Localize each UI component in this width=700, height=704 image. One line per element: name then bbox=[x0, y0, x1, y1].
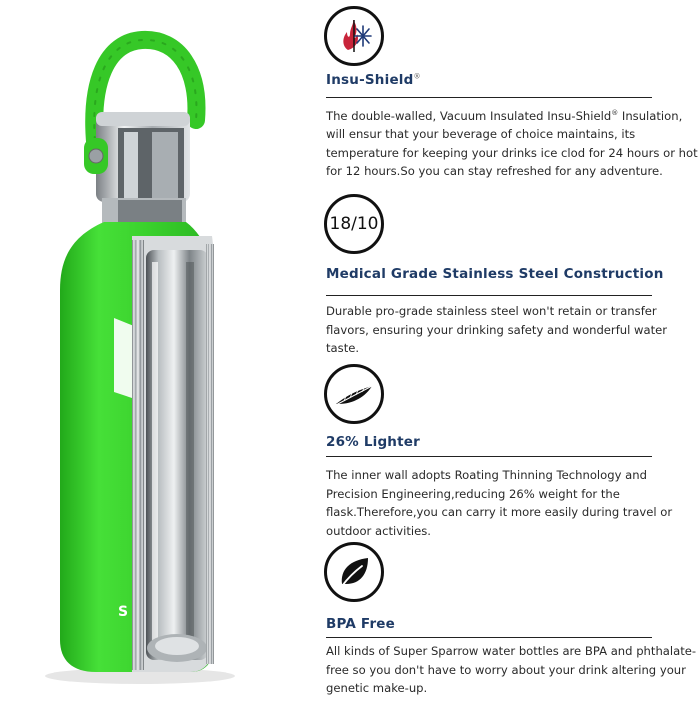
feature-description: The inner wall adopts Roating Thinning Technology and Precision Engineering,reducing 26% weight for the flask.Therefore,you can carry it more easily during travel or outdoor activities. bbox=[326, 468, 673, 538]
feature-stainless-steel bbox=[324, 190, 696, 355]
feature-lighter bbox=[324, 362, 696, 538]
brand-mark: S bbox=[118, 604, 129, 620]
bottle-cutaway-image bbox=[0, 0, 320, 700]
feature-description: Durable pro-grade stainless steel won't retain or transfer flavors, ensuring your drinking safety and wonderful water taste. bbox=[326, 304, 668, 355]
divider bbox=[326, 456, 652, 457]
leaf-icon bbox=[324, 542, 384, 602]
feather-icon bbox=[324, 364, 384, 424]
hot-cold-icon bbox=[324, 6, 384, 66]
feature-insu-shield bbox=[324, 0, 696, 180]
feature-bpa-free bbox=[324, 540, 696, 700]
bottle-illustration bbox=[0, 0, 320, 700]
feature-title: Insu-Shield® bbox=[326, 72, 421, 88]
feature-description: The double-walled, Vacuum Insulated Insu-Shield® Insulation, will ensur that your beverage of choice maintains, its temperature for keeping your drinks ice clod for 24 hours or hot for 12 hours.So you can stay refreshed for any adventure. bbox=[326, 108, 698, 179]
feature-title: Medical Grade Stainless Steel Construction bbox=[326, 266, 664, 282]
divider bbox=[326, 97, 652, 98]
divider bbox=[326, 295, 652, 296]
stainless-steel-icon bbox=[324, 194, 384, 254]
badge-text: 18/10 bbox=[329, 214, 379, 234]
feature-title: BPA Free bbox=[326, 616, 396, 632]
divider bbox=[326, 637, 652, 638]
feature-title: 26% Lighter bbox=[326, 434, 420, 450]
feature-description: All kinds of Super Sparrow water bottles are BPA and phthalate-free so you don't have to worry about your drink altering your genetic make-up. bbox=[326, 644, 697, 695]
